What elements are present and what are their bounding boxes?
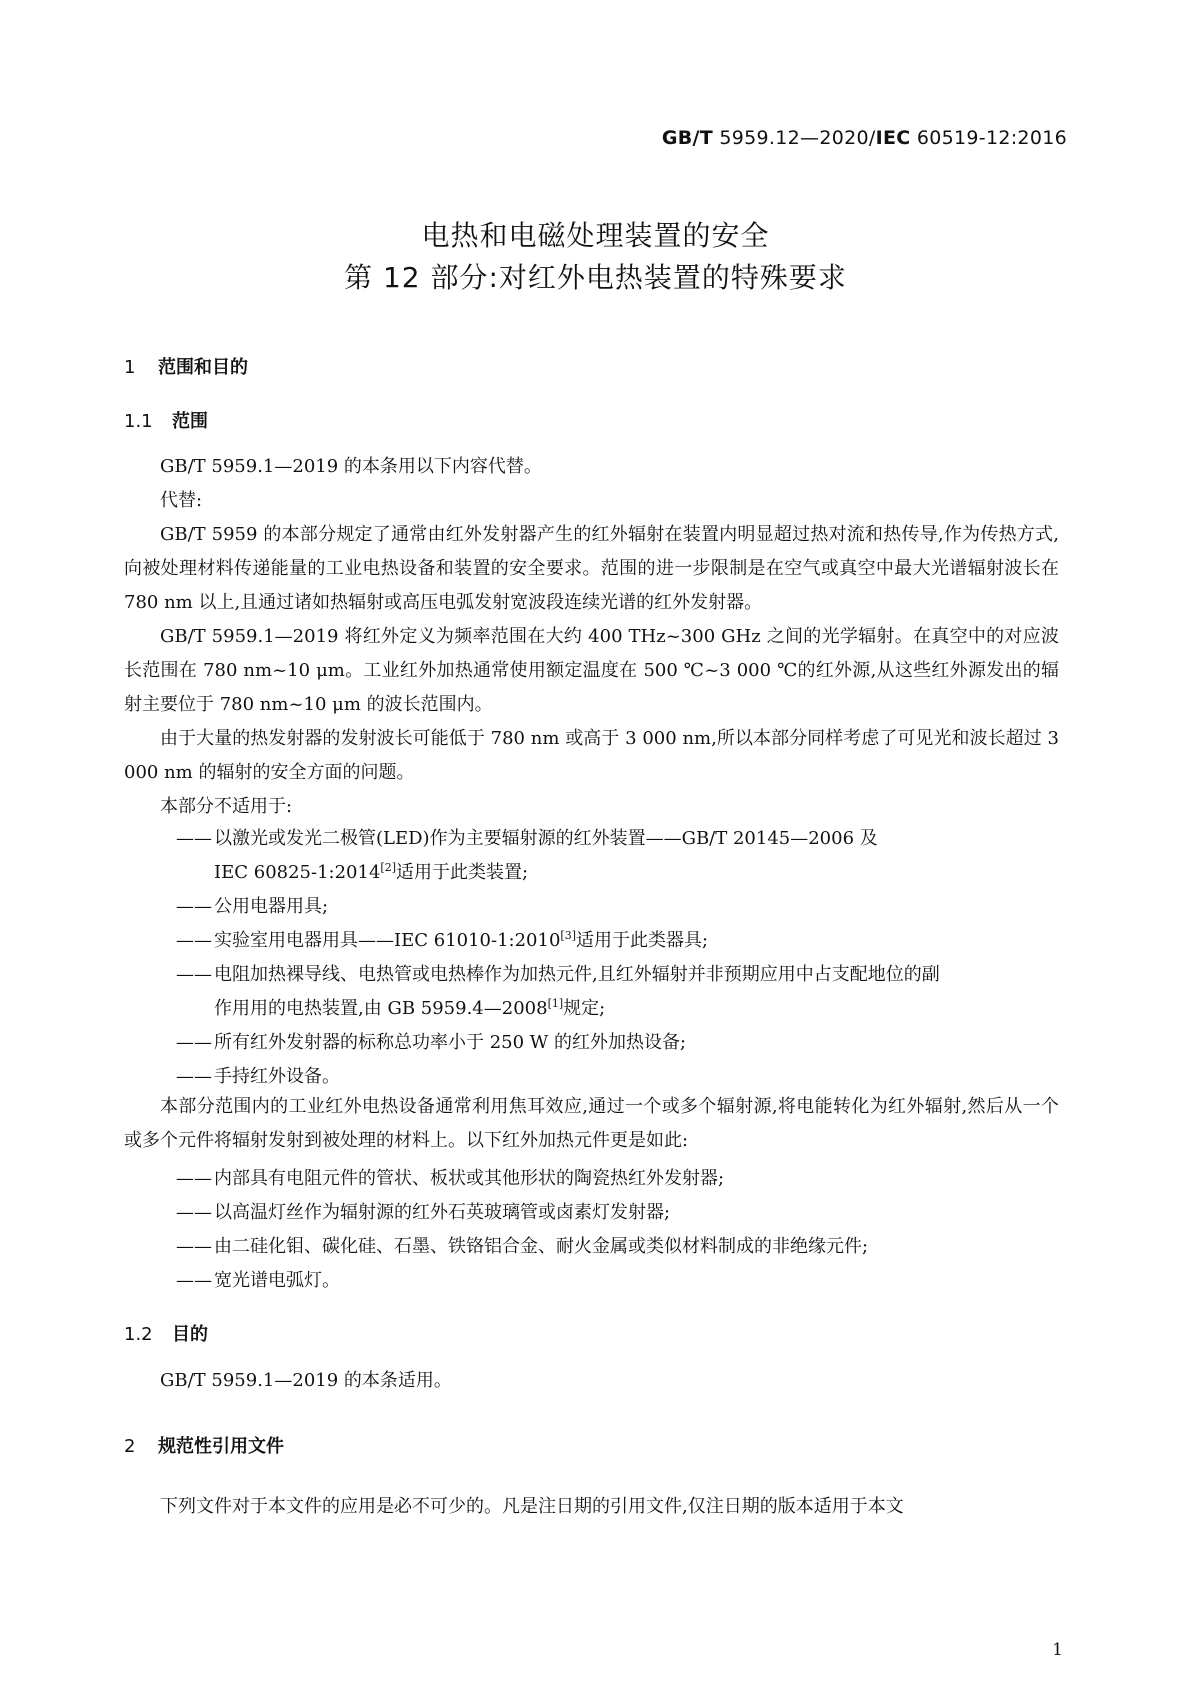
list-item: —— 以激光或发光二极管(LED)作为主要辐射源的红外装置——GB/T 20145—2006 及 — [176, 828, 878, 849]
list-item: —— 电阻加热裸导线、电热管或电热棒作为加热元件,且红外辐射并非预期应用中占支配地位的副 — [176, 964, 940, 985]
list-item: —— 公用电器用具; — [176, 896, 329, 917]
list-item: —— 内部具有电阻元件的管状、板状或其他形状的陶瓷热红外发射器; — [176, 1168, 725, 1189]
page-number: 1 — [1052, 1640, 1063, 1660]
list-item: —— 所有红外发射器的标称总功率小于 250 W 的红外加热设备; — [176, 1032, 687, 1053]
paragraph: 本部分不适用于: — [160, 796, 293, 817]
list-item: —— 实验室用电器用具——IEC 61010-1:2010[3]适用于此类器具; — [176, 929, 709, 951]
list-item: —— 手持红外设备。 — [176, 1066, 340, 1087]
list-item: —— 以高温灯丝作为辐射源的红外石英玻璃管或卤素灯发射器; — [176, 1202, 671, 1223]
paragraph: GB/T 5959.1—2019 将红外定义为频率范围在大约 400 THz~300 GHz 之间的光学辐射。在真空中的对应波长范围在 780 nm~10 μm。工业红外加热通常使用额定温度在 500 ℃~3 000 ℃的红外源,从这些红外源发出的辐射主要位于 780 nm~10 μm 的波长范围内。 — [124, 626, 1059, 715]
list-item-continuation: IEC 60825-1:2014[2]适用于此类装置; — [214, 861, 529, 883]
title-line-2: 第 12 部分:对红外电热装置的特殊要求 — [344, 261, 847, 294]
section-2-heading: 2 规范性引用文件 — [124, 1436, 284, 1457]
paragraph: GB/T 5959.1—2019 的本条适用。 — [160, 1370, 452, 1391]
section-1-1-heading: 1.1 范围 — [124, 411, 208, 432]
list-item: —— 由二硅化钼、碳化硅、石墨、铁铬铝合金、耐火金属或类似材料制成的非绝缘元件; — [176, 1236, 869, 1257]
list-item-continuation: 作用用的电热装置,由 GB 5959.4—2008[1]规定; — [214, 997, 606, 1019]
section-1-heading: 1 范围和目的 — [124, 357, 248, 378]
paragraph: GB/T 5959.1—2019 的本条用以下内容代替。 — [160, 456, 542, 477]
paragraph: GB/T 5959 的本部分规定了通常由红外发射器产生的红外辐射在装置内明显超过热对流和热传导,作为传热方式,向被处理材料传递能量的工业电热设备和装置的安全要求。范围的进一步限制是在空气或真空中最大光谱辐射波长在 780 nm 以上,且通过诸如热辐射或高压电弧发射宽波段连续光谱的红外发射器。 — [124, 524, 1059, 613]
paragraph: 代替: — [160, 490, 203, 511]
title-line-1: 电热和电磁处理装置的安全 — [421, 219, 770, 252]
paragraph: 本部分范围内的工业红外电热设备通常利用焦耳效应,通过一个或多个辐射源,将电能转化为红外辐射,然后从一个或多个元件将辐射发射到被处理的材料上。以下红外加热元件更是如此: — [124, 1096, 1059, 1151]
list-item: —— 宽光谱电弧灯。 — [176, 1270, 340, 1291]
standard-code: GB/T 5959.12—2020/IEC 60519-12:2016 — [661, 127, 1067, 149]
section-1-2-heading: 1.2 目的 — [124, 1324, 208, 1345]
paragraph: 下列文件对于本文件的应用是必不可少的。凡是注日期的引用文件,仅注日期的版本适用于本文 — [160, 1496, 904, 1517]
paragraph: 由于大量的热发射器的发射波长可能低于 780 nm 或高于 3 000 nm,所以本部分同样考虑了可见光和波长超过 3 000 nm 的辐射的安全方面的问题。 — [124, 728, 1059, 783]
